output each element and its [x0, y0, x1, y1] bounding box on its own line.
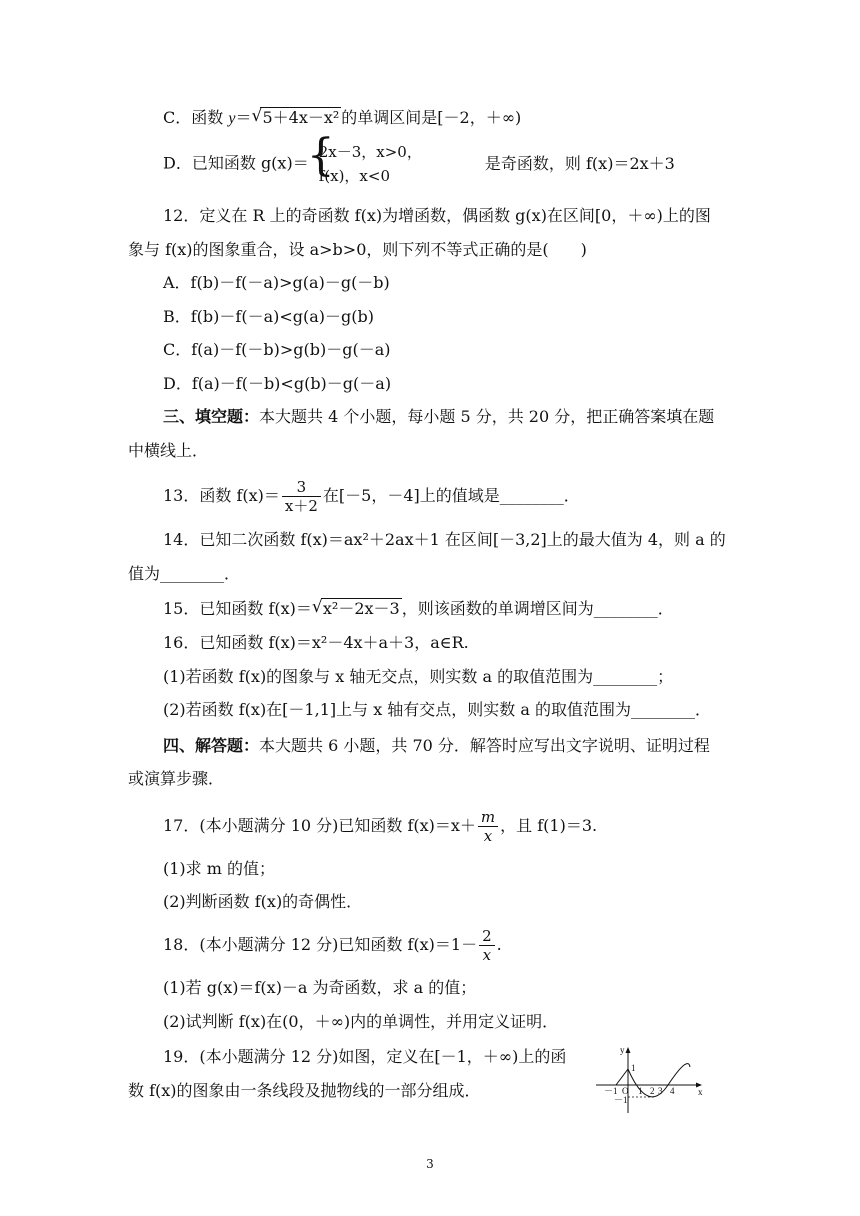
graph-xtick-3: 3 [658, 1086, 663, 1096]
q17-part2: (2)判断函数 f(x)的奇偶性． [163, 892, 363, 911]
graph-xtick-1: 1 [638, 1086, 643, 1096]
sqrt-expression: √ 5＋4x－x² [251, 106, 340, 127]
q11-option-d: D．已知函数 g(x)＝ { 2x－3，x>0， f(x)，x<0 是奇函数，则 f(x)＝2x＋3 [163, 140, 675, 188]
q12-stem-line2: 象与 f(x)的图象重合，设 a>b>0，则下列不等式正确的是( ) [128, 240, 587, 259]
piecewise-function: { 2x－3，x>0， f(x)，x<0 [306, 130, 422, 185]
graph-y-label: y [620, 1045, 625, 1055]
q19-line2: 数 f(x)的图象由一条线段及抛物线的一部分组成． [128, 1081, 481, 1100]
q12-stem-line1: 12．定义在 R 上的奇函数 f(x)为增函数，偶函数 g(x)在区间[0，＋∞)上的图 [163, 206, 711, 225]
q11-option-c: C．函数 y＝ √ 5＋4x－x² 的单调区间是[－2，＋∞) [163, 106, 522, 127]
q17-part1: (1)求 m 的值； [163, 859, 276, 878]
q17-fraction: $\frac{m}{x}$ [478, 808, 498, 845]
section4-line2: 或演算步骤． [128, 769, 225, 788]
q16-part2: (2)若函数 f(x)在[－1,1]上与 x 轴有交点，则实数 a 的取值范围为________． [163, 700, 712, 719]
page-number: 3 [426, 1157, 434, 1171]
sqrt-expression: √ x²－2x－3 [311, 597, 400, 618]
q14-line2: 值为________． [128, 564, 241, 583]
q14-line1: 14．已知二次函数 f(x)＝ax²＋2ax＋1 在区间[－3,2]上的最大值为 4，则 a 的 [163, 530, 726, 549]
q13: 13．函数 f(x)＝ $\frac{3}{x+2}$ 在[－5，－4]上的值域是________． [163, 478, 580, 515]
q13-fraction: $\frac{3}{x+2}$ [282, 478, 321, 515]
graph-origin: O [622, 1086, 629, 1096]
var-y: y [228, 110, 236, 127]
q12-option-b: B．f(b)－f(－a)<g(a)－g(b) [163, 307, 374, 326]
q15: 15．已知函数 f(x)＝ √ x²－2x－3 ，则该函数的单调增区间为________． [163, 597, 674, 618]
q18-fraction: $\frac{2}{x}$ [479, 927, 495, 964]
graph-tick-neg1-y: －1 [614, 1095, 628, 1105]
q19-function-graph [594, 1045, 706, 1115]
section4-heading: 四、解答题：本大题共 6 小题，共 70 分．解答时应写出文字说明、证明过程 [163, 736, 710, 755]
section3-line2: 中横线上． [128, 441, 209, 460]
graph-xtick-4: 4 [670, 1086, 675, 1096]
q19-line1: 19．(本小题满分 12 分)如图，定义在[－1，＋∞)上的函 [163, 1047, 567, 1066]
q17-stem: 17．(本小题满分 10 分)已知函数 f(x)＝x＋ $\frac{m}{x}$ ，且 f(1)＝3. [163, 808, 598, 845]
q16-stem: 16．已知函数 f(x)＝x²－4x＋a＋3，a∈R. [163, 633, 469, 652]
graph-xtick-2: 2 [650, 1086, 655, 1096]
q18-part1: (1)若 g(x)＝f(x)－a 为奇函数，求 a 的值； [163, 978, 477, 997]
q16-part1: (1)若函数 f(x)的图象与 x 轴无交点，则实数 a 的取值范围为________； [163, 667, 674, 686]
q18-stem: 18．(本小题满分 12 分)已知函数 f(x)＝1－ $\frac{2}{x}$ . [163, 927, 502, 964]
graph-tick-1: 1 [631, 1063, 636, 1073]
section3-heading: 三、填空题：本大题共 4 个小题，每小题 5 分，共 20 分，把正确答案填在题 [163, 407, 715, 426]
q12-option-d: D．f(a)－f(－b)<g(b)－g(－a) [163, 374, 392, 393]
q18-part2: (2)试判断 f(x)在(0，＋∞)内的单调性，并用定义证明． [163, 1012, 559, 1031]
q12-option-c: C．f(a)－f(－b)>g(b)－g(－a) [163, 340, 391, 359]
q12-option-a: A．f(b)－f(－a)>g(a)－g(－b) [163, 273, 390, 292]
y-axis-arrow-icon [626, 1047, 631, 1053]
graph-xtick-neg1: －1 [604, 1086, 618, 1096]
graph-segment [616, 1069, 628, 1085]
graph-x-label: x [698, 1087, 703, 1097]
